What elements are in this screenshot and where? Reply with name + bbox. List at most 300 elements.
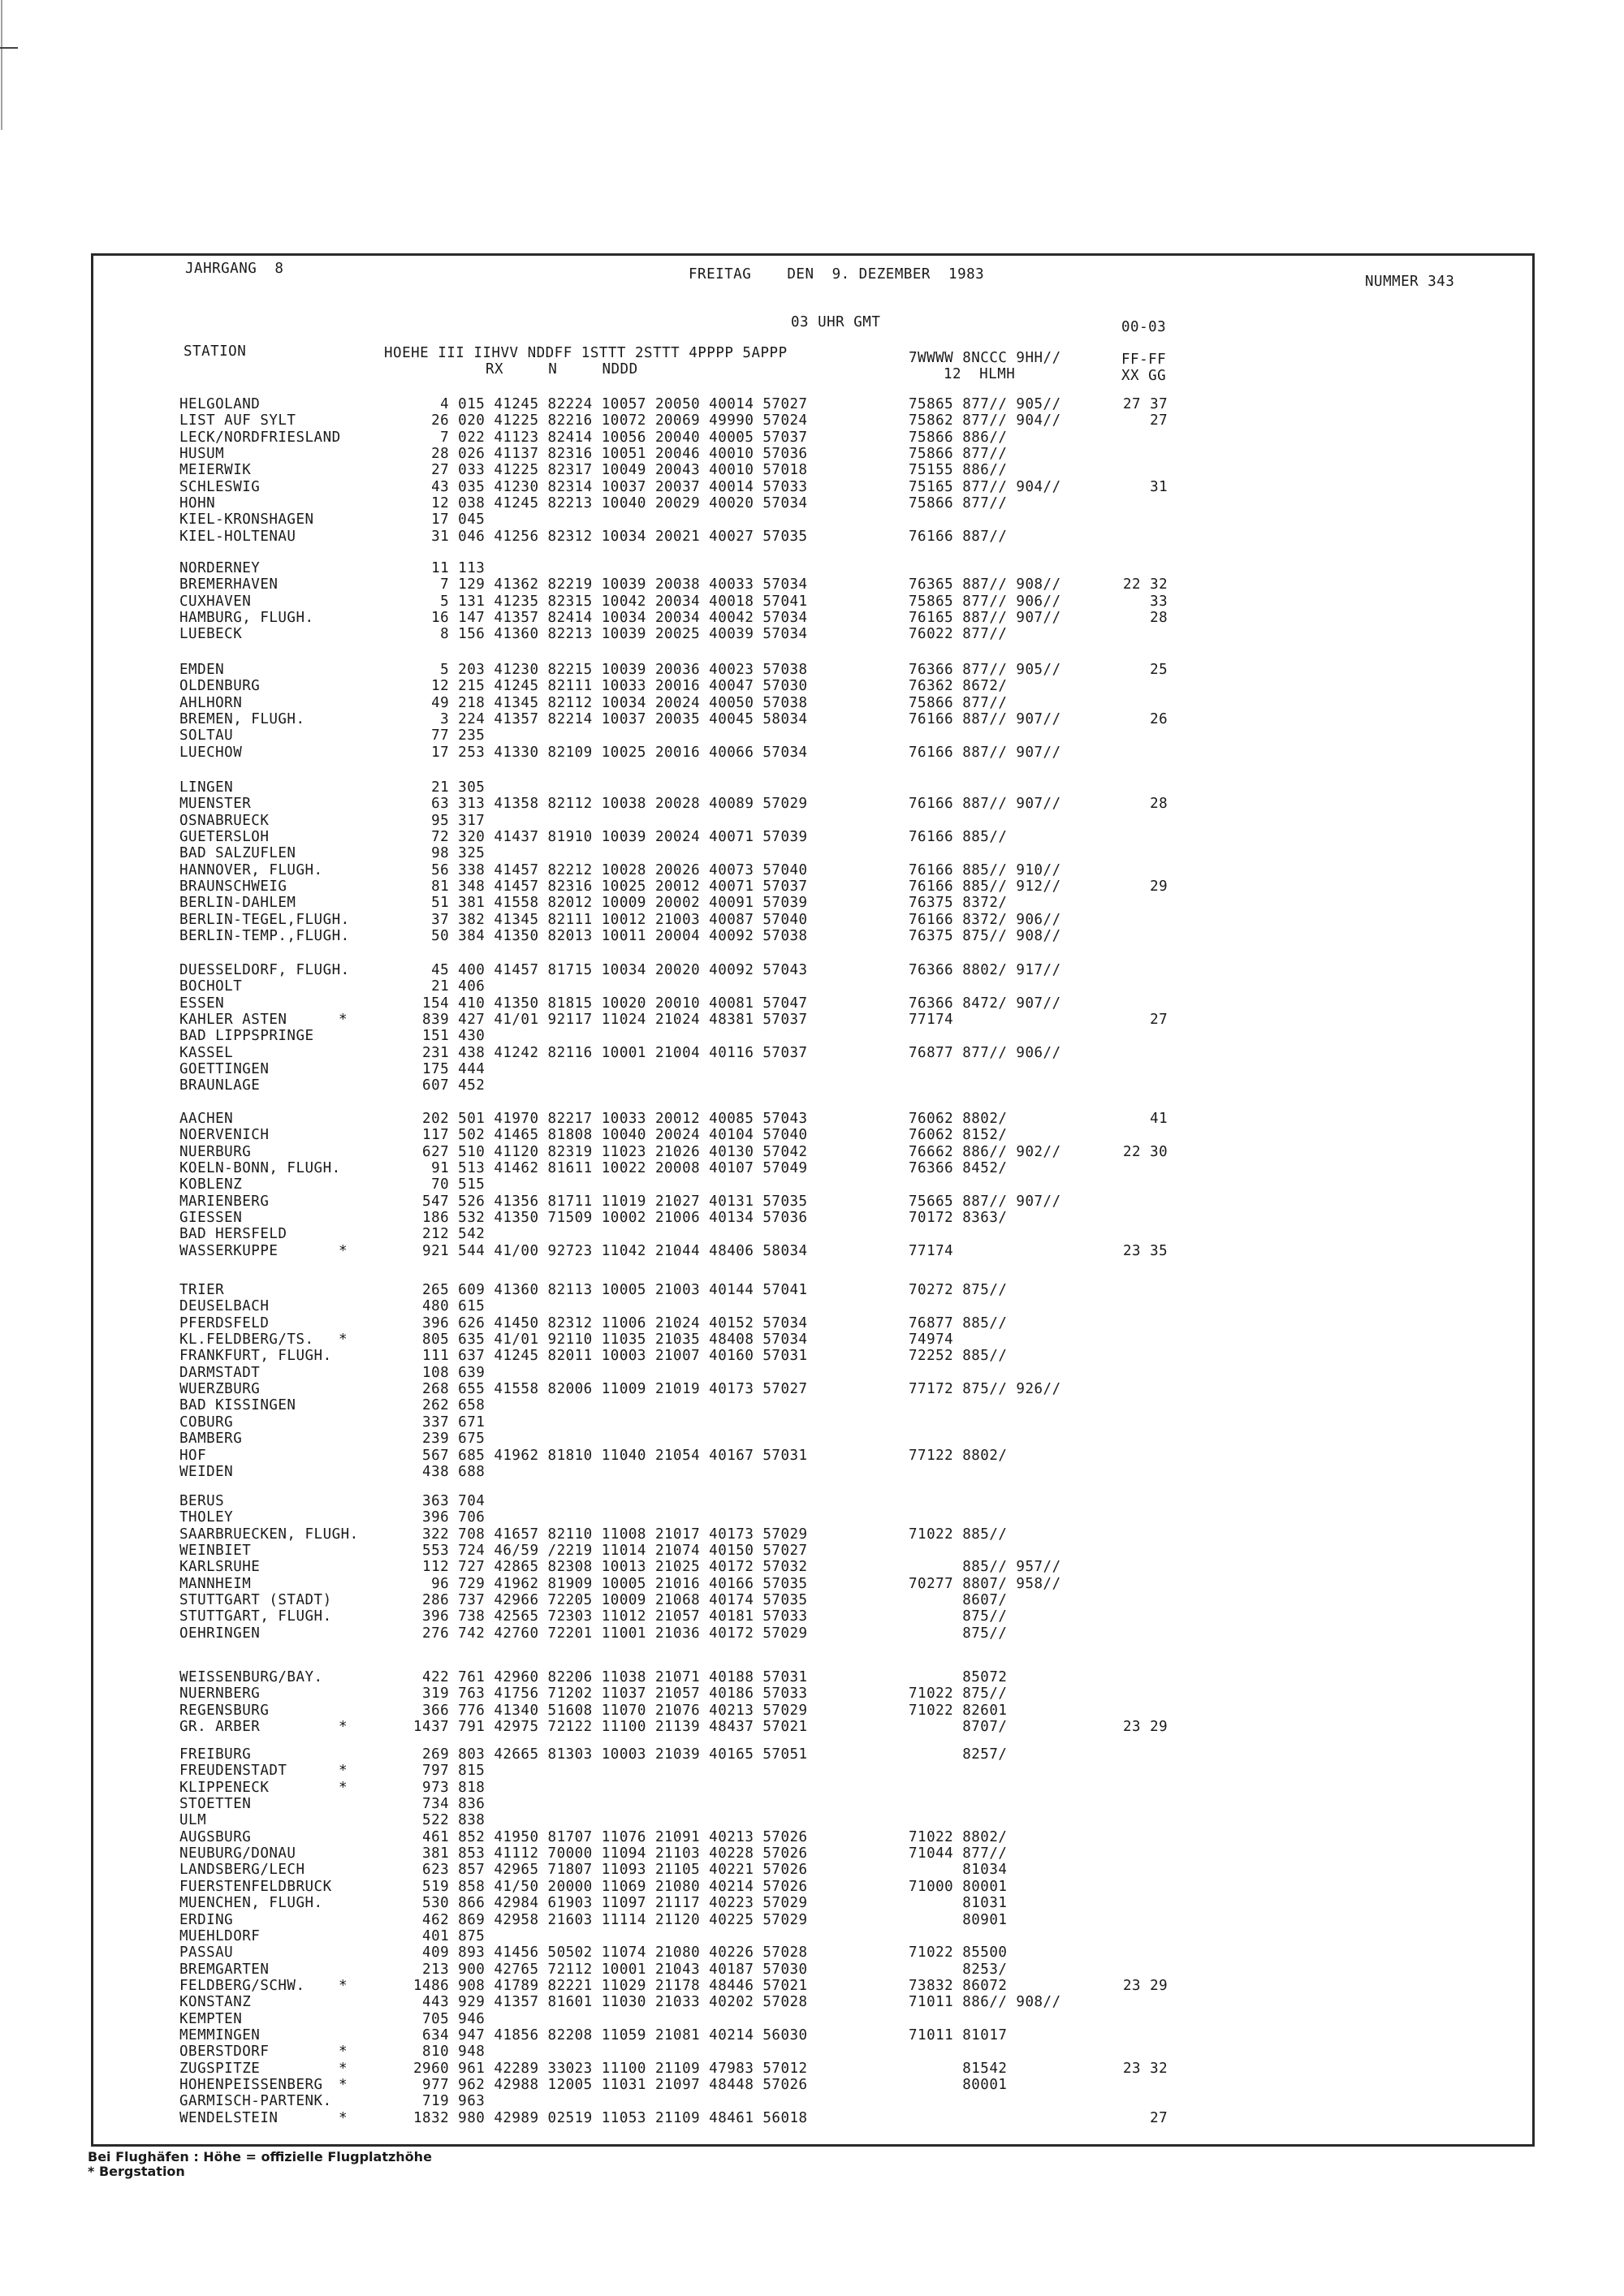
additional-groups: 76366 8452/ — [909, 1160, 1008, 1177]
additional-groups: 80901 — [909, 1911, 1008, 1928]
main-groups: 547 526 41356 81711 11019 21027 40131 57035 — [413, 1193, 808, 1210]
main-groups: 409 893 41456 50502 11074 21080 40226 57028 — [413, 1944, 808, 1962]
main-groups: 5 131 41235 82315 10042 20034 40018 57041 — [413, 593, 808, 610]
station-name: OLDENBURG — [179, 678, 261, 695]
main-groups: 51 381 41558 82012 10009 20002 40091 57039 — [413, 895, 808, 912]
main-groups: 77 235 — [413, 727, 486, 744]
additional-groups: 76375 875// 908// — [909, 928, 1061, 945]
main-groups: 268 655 41558 82006 11009 21019 40173 57027 — [413, 1381, 808, 1398]
table-row — [93, 1994, 1311, 2010]
additional-groups: 70277 8807/ 958// — [909, 1575, 1061, 1592]
table-row — [93, 1685, 1311, 1702]
table-row — [93, 1365, 1311, 1381]
table-row — [93, 1543, 1311, 1559]
table-row — [93, 1625, 1311, 1642]
main-groups: 8 156 41360 82213 10039 20025 40039 57034 — [413, 626, 808, 643]
table-row — [93, 727, 1311, 744]
additional-groups: 76062 8152/ — [909, 1127, 1008, 1144]
station-name: BREMERHAVEN — [179, 576, 279, 593]
table-row — [93, 1669, 1311, 1685]
table-row — [93, 479, 1311, 495]
station-name: BAMBERG — [179, 1431, 243, 1448]
table-row — [93, 1193, 1311, 1210]
main-columns-header: HOEHE III IIHVV NDDFF 1STTT 2STTT 4PPPP 5APPP — [384, 345, 788, 361]
additional-groups: 75866 877// — [909, 446, 1008, 463]
station-name: LECK/NORDFRIESLAND — [179, 429, 341, 446]
table-row — [93, 1592, 1311, 1608]
station-name: GUETERSLOH — [179, 829, 270, 846]
station-column-header: STATION — [184, 343, 247, 360]
table-row — [93, 1061, 1311, 1077]
main-groups: 27 033 41225 82317 10049 20043 40010 57018 — [413, 462, 808, 479]
mountain-station-mark: * — [339, 1012, 348, 1029]
table-row — [93, 1509, 1311, 1526]
station-name: DUESSELDORF, FLUGH. — [179, 962, 350, 978]
report-frame — [91, 253, 1535, 2147]
station-name: MUENCHEN, FLUGH. — [179, 1895, 323, 1912]
station-name: NEUBURG/DONAU — [179, 1845, 296, 1862]
wind-groups: 41 — [1123, 1111, 1168, 1127]
station-name: BERLIN-TEMP.,FLUGH. — [179, 928, 350, 945]
main-groups: 401 875 — [413, 1927, 486, 1944]
table-row — [93, 1862, 1311, 1878]
additional-groups: 76366 8802/ 917// — [909, 962, 1061, 978]
table-row — [93, 1226, 1311, 1242]
table-row — [93, 396, 1311, 412]
wind-groups: 23 29 — [1123, 1719, 1168, 1736]
main-groups: 977 962 42988 12005 11031 21097 48448 57026 — [413, 2077, 808, 2093]
observation-time: 03 UHR GMT — [791, 314, 881, 330]
wind-groups: 25 — [1123, 662, 1168, 678]
table-row — [93, 1448, 1311, 1464]
station-name: HAMBURG, FLUGH. — [179, 610, 314, 627]
station-name: BREMGARTEN — [179, 1961, 270, 1978]
main-groups: 623 857 42965 71807 11093 21105 40221 57026 — [413, 1862, 808, 1879]
station-name: NOERVENICH — [179, 1127, 270, 1144]
station-name: KEMPTEN — [179, 2010, 243, 2027]
main-groups: 72 320 41437 81910 10039 20024 40071 57039 — [413, 829, 808, 846]
additional-groups: 76366 877// 905// — [909, 662, 1061, 678]
jahrgang-label: JAHRGANG 8 — [185, 261, 284, 277]
station-name: WENDELSTEIN — [179, 2109, 279, 2126]
station-name: BRAUNSCHWEIG — [179, 878, 287, 896]
station-name: KASSEL — [179, 1044, 234, 1061]
mountain-station-mark: * — [339, 1242, 348, 1259]
main-groups: 111 637 41245 82011 10003 21007 40160 57031 — [413, 1348, 808, 1365]
additional-groups: 76877 885// — [909, 1314, 1008, 1331]
station-name: BAD LIPPSPRINGE — [179, 1028, 314, 1045]
station-name: STUTTGART (STADT) — [179, 1592, 332, 1609]
table-row — [93, 1028, 1311, 1044]
main-groups: 462 869 42958 21603 11114 21120 40225 57029 — [413, 1911, 808, 1928]
station-name: AUGSBURG — [179, 1828, 252, 1845]
table-row — [93, 2061, 1311, 2077]
additional-groups: 75865 877// 906// — [909, 593, 1061, 610]
additional-groups: 75165 877// 904// — [909, 478, 1061, 495]
station-name: HOHENPEISSENBERG — [179, 2077, 323, 2093]
main-groups: 91 513 41462 81611 10022 20008 40107 57049 — [413, 1160, 808, 1177]
wind-groups: 27 — [1123, 2109, 1168, 2126]
additional-groups: 77174 — [909, 1012, 954, 1029]
station-name: REGENSBURG — [179, 1702, 270, 1719]
additional-groups: 72252 885// — [909, 1348, 1008, 1365]
table-row — [93, 878, 1311, 895]
main-groups: 366 776 41340 51608 11070 21076 40213 57029 — [413, 1702, 808, 1719]
table-row — [93, 1829, 1311, 1845]
wind-groups: 29 — [1123, 878, 1168, 896]
station-name: FUERSTENFELDBRUCK — [179, 1878, 332, 1895]
station-name: AHLHORN — [179, 694, 243, 711]
additional-groups: 76166 885// 912// — [909, 878, 1061, 896]
main-groups: 98 325 — [413, 845, 486, 862]
main-groups: 4 015 41245 82224 10057 20050 40014 57027 — [413, 396, 808, 412]
table-row — [93, 593, 1311, 610]
table-row — [93, 1928, 1311, 1944]
main-groups: 1437 791 42975 72122 11100 21139 48437 57021 — [413, 1719, 808, 1736]
table-row — [93, 1176, 1311, 1193]
station-name: STOETTEN — [179, 1796, 252, 1813]
station-name: SCHLESWIG — [179, 478, 261, 495]
wind-groups: 23 32 — [1123, 2060, 1168, 2077]
additional-groups: 75866 886// — [909, 429, 1008, 446]
station-name: STUTTGART, FLUGH. — [179, 1608, 332, 1625]
station-name: KIEL-KRONSHAGEN — [179, 511, 314, 529]
station-name: HELGOLAND — [179, 396, 261, 412]
table-row — [93, 711, 1311, 727]
table-row — [93, 895, 1311, 911]
station-name: KL.FELDBERG/TS. — [179, 1331, 314, 1349]
main-groups: 81 348 41457 82316 10025 20012 40071 57037 — [413, 878, 808, 896]
main-groups: 96 729 41962 81909 10005 21016 40166 57035 — [413, 1575, 808, 1592]
table-row — [93, 1045, 1311, 1061]
main-groups: 286 737 42966 72205 10009 21068 40174 57035 — [413, 1592, 808, 1609]
table-row — [93, 1127, 1311, 1143]
additional-groups: 76166 8372/ 906// — [909, 911, 1061, 928]
main-groups: 108 639 — [413, 1364, 486, 1381]
station-name: BERLIN-TEGEL,FLUGH. — [179, 911, 350, 928]
wind-groups: 22 32 — [1123, 576, 1168, 593]
station-name: LUECHOW — [179, 744, 243, 761]
station-name: WEINBIET — [179, 1543, 252, 1560]
main-groups: 212 542 — [413, 1226, 486, 1243]
station-name: DARMSTADT — [179, 1364, 261, 1381]
main-groups: 734 836 — [413, 1796, 486, 1813]
main-groups: 1486 908 41789 82221 11029 21178 48446 57021 — [413, 1977, 808, 1994]
main-groups: 5 203 41230 82215 10039 20036 40023 57038 — [413, 662, 808, 678]
scan-edge-line — [1, 0, 2, 130]
main-groups: 213 900 42765 72112 10001 21043 40187 57030 — [413, 1961, 808, 1978]
station-name: MUEHLDORF — [179, 1927, 261, 1944]
main-groups: 16 147 41357 82414 10034 20034 40042 57034 — [413, 610, 808, 627]
station-name: SAARBRUECKEN, FLUGH. — [179, 1526, 359, 1543]
date-line: FREITAG DEN 9. DEZEMBER 1983 — [689, 266, 985, 283]
table-row — [93, 1077, 1311, 1094]
table-row — [93, 1978, 1311, 1994]
main-groups: 567 685 41962 81810 11040 21054 40167 57031 — [413, 1447, 808, 1464]
main-groups: 49 218 41345 82112 10034 20024 40050 57038 — [413, 694, 808, 711]
station-name: BAD KISSINGEN — [179, 1397, 296, 1414]
wind-groups: 28 — [1123, 610, 1168, 627]
additional-groups: 76366 8472/ 907// — [909, 995, 1061, 1012]
additional-groups: 8253/ — [909, 1961, 1008, 1978]
main-groups: 396 706 — [413, 1509, 486, 1526]
station-name: THOLEY — [179, 1509, 234, 1526]
additional-groups: 76365 887// 908// — [909, 576, 1061, 593]
additional-groups: 75866 877// — [909, 694, 1008, 711]
main-groups: 231 438 41242 82116 10001 21004 40116 57037 — [413, 1044, 808, 1061]
main-groups: 21 305 — [413, 779, 486, 796]
station-name: ZUGSPITZE — [179, 2060, 261, 2077]
additional-groups: 76022 877// — [909, 626, 1008, 643]
station-name: MUENSTER — [179, 796, 252, 813]
table-row — [93, 610, 1311, 626]
table-row — [93, 813, 1311, 829]
station-name: WEIDEN — [179, 1463, 234, 1480]
mountain-station-mark: * — [339, 1779, 348, 1796]
main-groups: 607 452 — [413, 1077, 486, 1094]
additional-groups: 76877 877// 906// — [909, 1044, 1061, 1061]
table-row — [93, 845, 1311, 861]
main-groups: 112 727 42865 82308 10013 21025 40172 57032 — [413, 1559, 808, 1576]
additional-groups: 70272 875// — [909, 1282, 1008, 1298]
table-row — [93, 1243, 1311, 1259]
main-groups: 530 866 42984 61903 11097 21117 40223 57029 — [413, 1895, 808, 1912]
footnote-mountain-station: * Bergstation — [88, 2164, 185, 2179]
station-name: MEIERWIK — [179, 462, 252, 479]
station-name: OEHRINGEN — [179, 1625, 261, 1642]
station-name: BOCHOLT — [179, 978, 243, 995]
station-name: PFERDSFELD — [179, 1314, 270, 1331]
table-row — [93, 978, 1311, 995]
main-groups: 50 384 41350 82013 10011 20004 40092 57038 — [413, 928, 808, 945]
main-groups: 12 215 41245 82111 10033 20016 40047 57030 — [413, 678, 808, 695]
main-groups: 396 738 42565 72303 11012 21057 40181 57033 — [413, 1608, 808, 1625]
additional-groups: 71000 80001 — [909, 1878, 1008, 1895]
main-groups: 117 502 41465 81808 10040 20024 40104 57040 — [413, 1127, 808, 1144]
station-name: GIESSEN — [179, 1210, 243, 1227]
station-name: NUERNBERG — [179, 1685, 261, 1703]
main-groups: 363 704 — [413, 1493, 486, 1509]
table-row — [93, 962, 1311, 978]
additional-groups: 74974 — [909, 1331, 954, 1349]
right-columns-subheader: 12 HLMH — [944, 366, 1016, 382]
station-name: KOBLENZ — [179, 1176, 243, 1193]
main-groups: 422 761 42960 82206 11038 21071 40188 57031 — [413, 1669, 808, 1685]
table-row — [93, 796, 1311, 812]
table-row — [93, 1703, 1311, 1719]
station-name: LINGEN — [179, 779, 234, 796]
table-row — [93, 1526, 1311, 1543]
main-groups: 12 038 41245 82213 10040 20029 40020 57034 — [413, 495, 808, 512]
table-row — [93, 1746, 1311, 1763]
right-columns-header: 7WWWW 8NCCC 9HH// — [909, 350, 1061, 366]
main-groups: 265 609 41360 82113 10005 21003 40144 57041 — [413, 1282, 808, 1298]
table-row — [93, 1431, 1311, 1447]
table-row — [93, 1845, 1311, 1862]
table-row — [93, 511, 1311, 528]
main-groups: 26 020 41225 82216 10072 20069 49990 57024 — [413, 412, 808, 429]
table-row — [93, 1464, 1311, 1480]
table-row — [93, 1812, 1311, 1828]
table-row — [93, 560, 1311, 576]
main-groups: 522 838 — [413, 1812, 486, 1829]
main-groups: 627 510 41120 82319 11023 21026 40130 57042 — [413, 1143, 808, 1160]
station-name: BAD HERSFELD — [179, 1226, 287, 1243]
table-row — [93, 2093, 1311, 2109]
station-name: MEMMINGEN — [179, 2026, 261, 2044]
mountain-station-mark: * — [339, 2060, 348, 2077]
main-groups: 17 045 — [413, 511, 486, 529]
table-row — [93, 1796, 1311, 1812]
table-row — [93, 829, 1311, 845]
station-name: COBURG — [179, 1413, 234, 1431]
table-row — [93, 1780, 1311, 1796]
station-name: WUERZBURG — [179, 1381, 261, 1398]
main-groups: 63 313 41358 82112 10038 20028 40089 57029 — [413, 796, 808, 813]
main-groups: 151 430 — [413, 1028, 486, 1045]
period-time: 00-03 — [1121, 319, 1167, 335]
table-row — [93, 1331, 1311, 1348]
table-row — [93, 695, 1311, 711]
table-row — [93, 1282, 1311, 1298]
main-groups: 553 724 46/59 /2219 11014 21074 40150 57027 — [413, 1543, 808, 1560]
station-name: WASSERKUPPE — [179, 1242, 279, 1259]
main-groups: 186 532 41350 71509 10002 21006 40134 57036 — [413, 1210, 808, 1227]
additional-groups: 71011 886// 908// — [909, 1994, 1061, 2011]
wind-groups: 22 30 — [1123, 1143, 1168, 1160]
table-row — [93, 576, 1311, 593]
station-name: ERDING — [179, 1911, 234, 1928]
main-groups: 70 515 — [413, 1176, 486, 1193]
main-groups: 175 444 — [413, 1061, 486, 1078]
table-row — [93, 1719, 1311, 1735]
footnote-airport-height: Bei Flughäfen : Höhe = offizielle Flugplatzhöhe — [88, 2149, 432, 2164]
station-name: FRANKFURT, FLUGH. — [179, 1348, 332, 1365]
main-groups: 973 818 — [413, 1779, 486, 1796]
table-row — [93, 2027, 1311, 2044]
main-groups: 17 253 41330 82109 10025 20016 40066 57034 — [413, 744, 808, 761]
table-row — [93, 1944, 1311, 1961]
main-groups: 239 675 — [413, 1431, 486, 1448]
station-name: OBERSTDORF — [179, 2044, 270, 2061]
station-name: HOF — [179, 1447, 207, 1464]
table-row — [93, 1397, 1311, 1413]
mountain-station-mark: * — [339, 2044, 348, 2061]
additional-groups: 77174 — [909, 1242, 954, 1259]
table-row — [93, 1414, 1311, 1431]
station-name: AACHEN — [179, 1111, 234, 1127]
table-row — [93, 1608, 1311, 1625]
table-row — [93, 1576, 1311, 1592]
main-groups: 337 671 — [413, 1413, 486, 1431]
station-name: MANNHEIM — [179, 1575, 252, 1592]
station-name: GARMISCH-PARTENK. — [179, 2093, 332, 2110]
mountain-station-mark: * — [339, 2109, 348, 2126]
table-row — [93, 429, 1311, 446]
wind-groups: 23 35 — [1123, 1242, 1168, 1259]
additional-groups: 71022 8802/ — [909, 1828, 1008, 1845]
table-row — [93, 1879, 1311, 1895]
station-name: EMDEN — [179, 662, 225, 678]
additional-groups: 81034 — [909, 1862, 1008, 1879]
main-groups: 11 113 — [413, 560, 486, 576]
main-groups: 921 544 41/00 92723 11042 21044 48406 58034 — [413, 1242, 808, 1259]
table-row — [93, 1348, 1311, 1364]
table-row — [93, 1315, 1311, 1331]
wind-groups: 33 — [1123, 593, 1168, 610]
table-row — [93, 1912, 1311, 1928]
additional-groups: 76166 887// 907// — [909, 796, 1061, 813]
table-row — [93, 862, 1311, 878]
main-groups: 1832 980 42989 02519 11053 21109 48461 56018 — [413, 2109, 808, 2126]
additional-groups: 77122 8802/ — [909, 1447, 1008, 1464]
table-row — [93, 2110, 1311, 2126]
table-row — [93, 1381, 1311, 1397]
main-groups: 95 317 — [413, 812, 486, 829]
station-name: FELDBERG/SCHW. — [179, 1977, 305, 1994]
wind-groups: 27 — [1123, 412, 1168, 429]
table-row — [93, 928, 1311, 944]
table-row — [93, 446, 1311, 462]
additional-groups: 85072 — [909, 1669, 1008, 1685]
additional-groups: 75866 877// — [909, 495, 1008, 512]
station-name: OSNABRUECK — [179, 812, 270, 829]
station-name: GR. ARBER — [179, 1719, 261, 1736]
station-name: GOETTINGEN — [179, 1061, 270, 1078]
scan-edge-mark — [0, 47, 18, 49]
main-groups: 7 129 41362 82219 10039 20038 40033 57034 — [413, 576, 808, 593]
main-groups: 810 948 — [413, 2044, 486, 2061]
additional-groups: 8257/ — [909, 1746, 1008, 1763]
main-groups: 269 803 42665 81303 10003 21039 40165 57051 — [413, 1746, 808, 1763]
table-row — [93, 1493, 1311, 1509]
table-row — [93, 626, 1311, 642]
station-name: BRAUNLAGE — [179, 1077, 261, 1094]
main-groups: 519 858 41/50 20000 11069 21080 40214 57026 — [413, 1878, 808, 1895]
station-name: KAHLER ASTEN — [179, 1012, 287, 1029]
additional-groups: 73832 86072 — [909, 1977, 1008, 1994]
table-row — [93, 662, 1311, 678]
station-name: NORDERNEY — [179, 560, 261, 576]
additional-groups: 71022 82601 — [909, 1702, 1008, 1719]
station-name: ESSEN — [179, 995, 225, 1012]
station-name: MARIENBERG — [179, 1193, 270, 1210]
main-groups: 28 026 41137 82316 10051 20046 40010 57036 — [413, 446, 808, 463]
wind-groups: 26 — [1123, 711, 1168, 728]
additional-groups: 76166 887// — [909, 528, 1008, 545]
additional-groups: 885// 957// — [909, 1559, 1061, 1576]
station-name: CUXHAVEN — [179, 593, 252, 610]
table-row — [93, 412, 1311, 429]
station-name: FREIBURG — [179, 1746, 252, 1763]
additional-groups: 76062 8802/ — [909, 1111, 1008, 1127]
additional-groups: 81542 — [909, 2060, 1008, 2077]
main-groups: 797 815 — [413, 1763, 486, 1780]
table-row — [93, 2011, 1311, 2027]
table-row — [93, 995, 1311, 1012]
main-groups: 202 501 41970 82217 10033 20012 40085 57043 — [413, 1111, 808, 1127]
main-groups: 37 382 41345 82111 10012 21003 40087 57040 — [413, 911, 808, 928]
table-row — [93, 1962, 1311, 1978]
station-name: LIST AUF SYLT — [179, 412, 296, 429]
table-row — [93, 912, 1311, 928]
station-name: PASSAU — [179, 1944, 234, 1962]
main-groups: 634 947 41856 82208 11059 21081 40214 56030 — [413, 2026, 808, 2044]
main-groups: 319 763 41756 71202 11037 21057 40186 57033 — [413, 1685, 808, 1703]
mountain-station-mark: * — [339, 1763, 348, 1780]
main-groups: 839 427 41/01 92117 11024 21024 48381 57037 — [413, 1012, 808, 1029]
main-groups: 381 853 41112 70000 11094 21103 40228 57026 — [413, 1845, 808, 1862]
